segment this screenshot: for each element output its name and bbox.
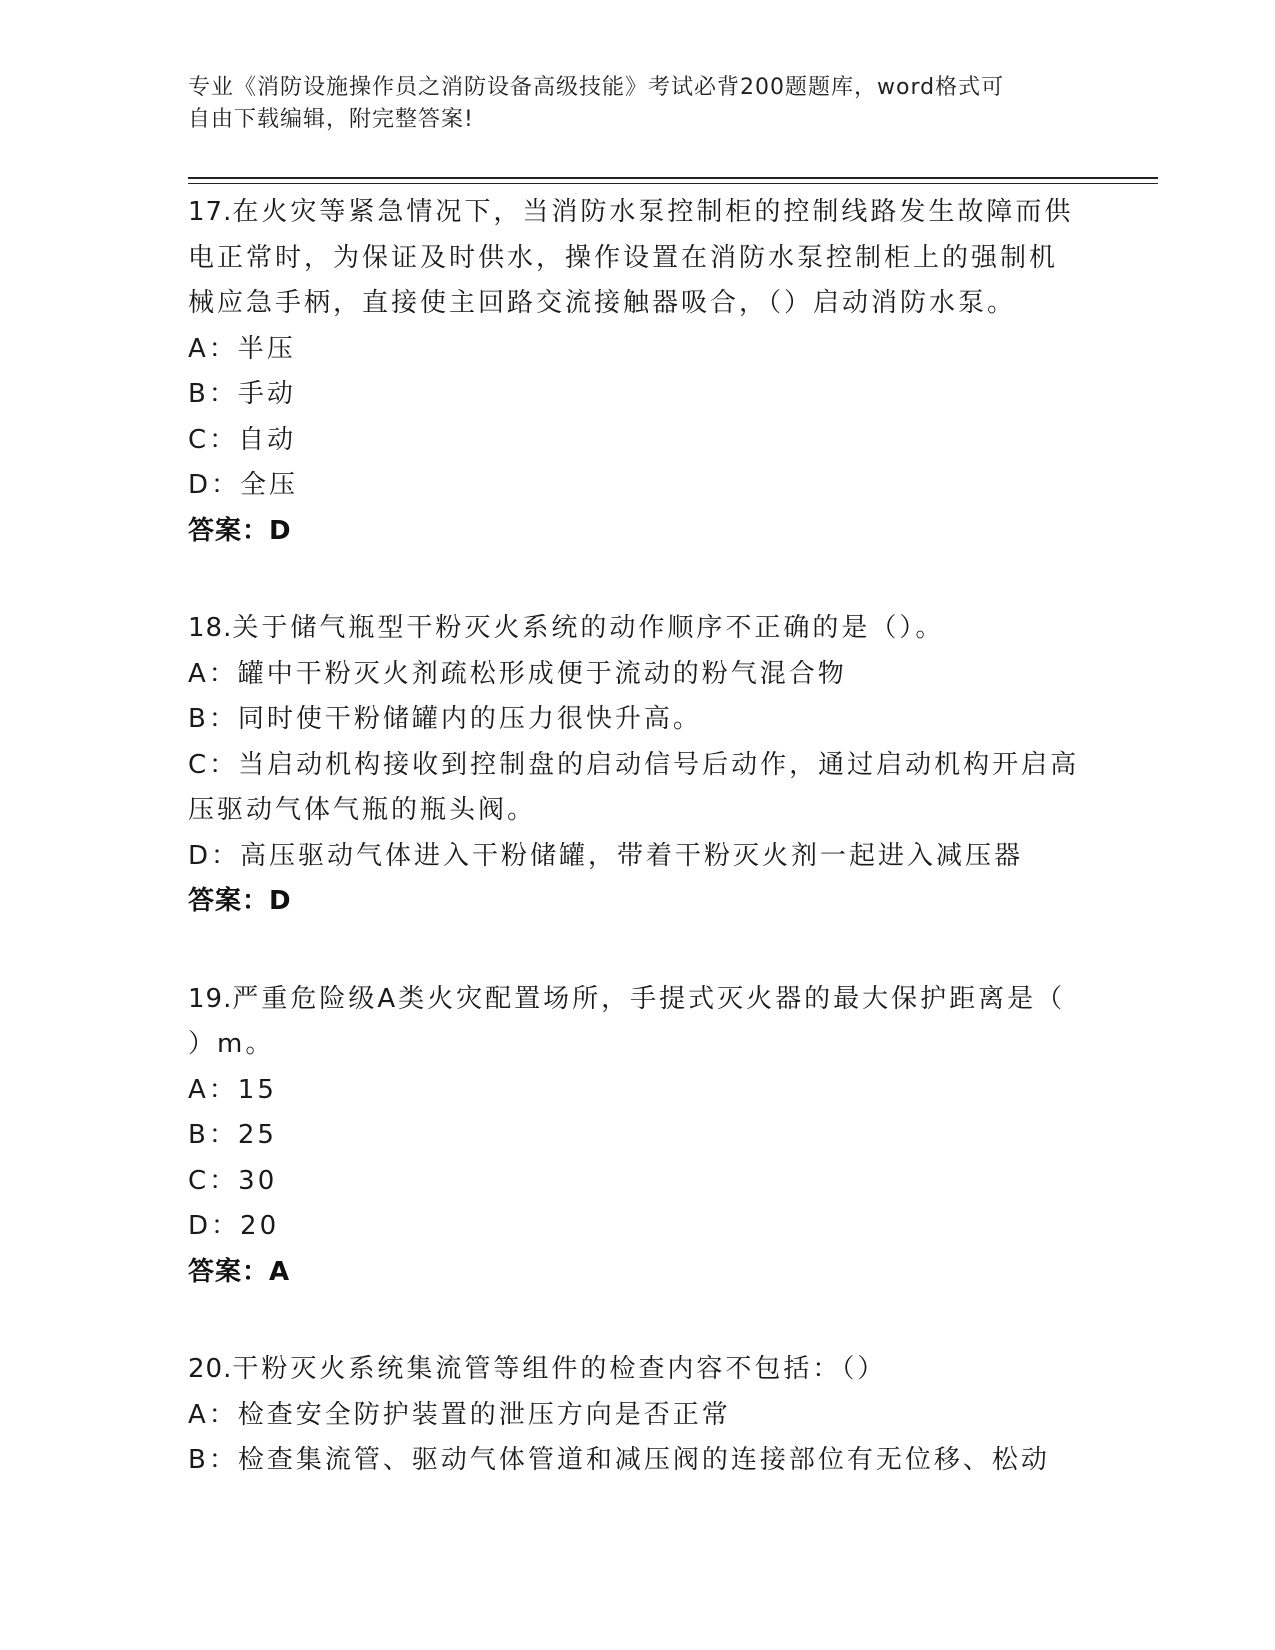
option-c: C：30: [188, 1165, 278, 1196]
option-c-continued: 压驱动气体气瓶的瓶头阀。: [188, 795, 537, 825]
option-b: B：同时使干粉储罐内的压力很快升高。: [188, 704, 702, 734]
header-divider-thin: [188, 183, 1158, 184]
question-stem-line: ）m。: [188, 1029, 275, 1059]
option-d: D：全压: [188, 470, 299, 500]
question-stem-line: 在火灾等紧急情况下，当消防水泵控制柜的控制线路发生故障而供: [232, 197, 1074, 227]
header-divider-thick: [188, 177, 1158, 179]
document-header: [188, 72, 1088, 136]
option-a: A：检查安全防护装置的泄压方向是否正常: [188, 1399, 731, 1430]
question-18: [188, 606, 1088, 925]
answer: 答案：D: [188, 515, 292, 546]
answer: 答案：D: [188, 886, 292, 916]
question-stem-line: 严重危险级A类火灾配置场所，手提式灭火器的最大保护距离是（: [232, 983, 1066, 1014]
header-line-1: 专业《消防设施操作员之消防设备高级技能》考试必背200题题库，word格式可: [188, 75, 1005, 100]
question-20: [188, 1347, 1088, 1484]
question-stem-line: 电正常时，为保证及时供水，操作设置在消防水泵控制柜上的强制机: [188, 242, 1059, 273]
question-stem: [188, 190, 1088, 236]
question-number: 20.: [188, 1354, 233, 1384]
answer: 答案：A: [188, 1256, 291, 1287]
question-list: [188, 190, 1088, 1536]
question-stem-line: 关于储气瓶型干粉灭火系统的动作顺序不正确的是（）。: [232, 613, 945, 643]
option-d: D：高压驱动气体进入干粉储罐，带着干粉灭火剂一起进入减压器: [188, 840, 1024, 871]
question-17: [188, 190, 1088, 554]
question-number: 17.: [188, 197, 233, 227]
option-b: B：手动: [188, 379, 296, 409]
option-a: A：半压: [188, 333, 296, 364]
question-stem: [188, 606, 1088, 652]
option-c: C：自动: [188, 424, 297, 455]
option-a: A：15: [188, 1074, 277, 1105]
question-number: 18.: [188, 613, 233, 643]
option-c: C：当启动机构接收到控制盘的启动信号后动作，通过启动机构开启高: [188, 749, 1080, 780]
option-a: A：罐中干粉灭火剂疏松形成便于流动的粉气混合物: [188, 658, 847, 689]
question-stem-line: 械应急手柄，直接使主回路交流接触器吸合，（）启动消防水泵。: [188, 288, 1017, 318]
question-stem: [188, 1347, 1088, 1393]
question-19: [188, 977, 1088, 1296]
question-number: 19.: [188, 983, 233, 1014]
question-stem: [188, 977, 1088, 1023]
option-d: D：20: [188, 1211, 280, 1241]
option-b: B：25: [188, 1120, 277, 1150]
question-stem-line: 干粉灭火系统集流管等组件的检查内容不包括：（）: [232, 1354, 887, 1384]
option-b: B：检查集流管、驱动气体管道和减压阀的连接部位有无位移、松动: [188, 1445, 1050, 1475]
header-line-2: 自由下载编辑，附完整答案!: [188, 107, 474, 132]
